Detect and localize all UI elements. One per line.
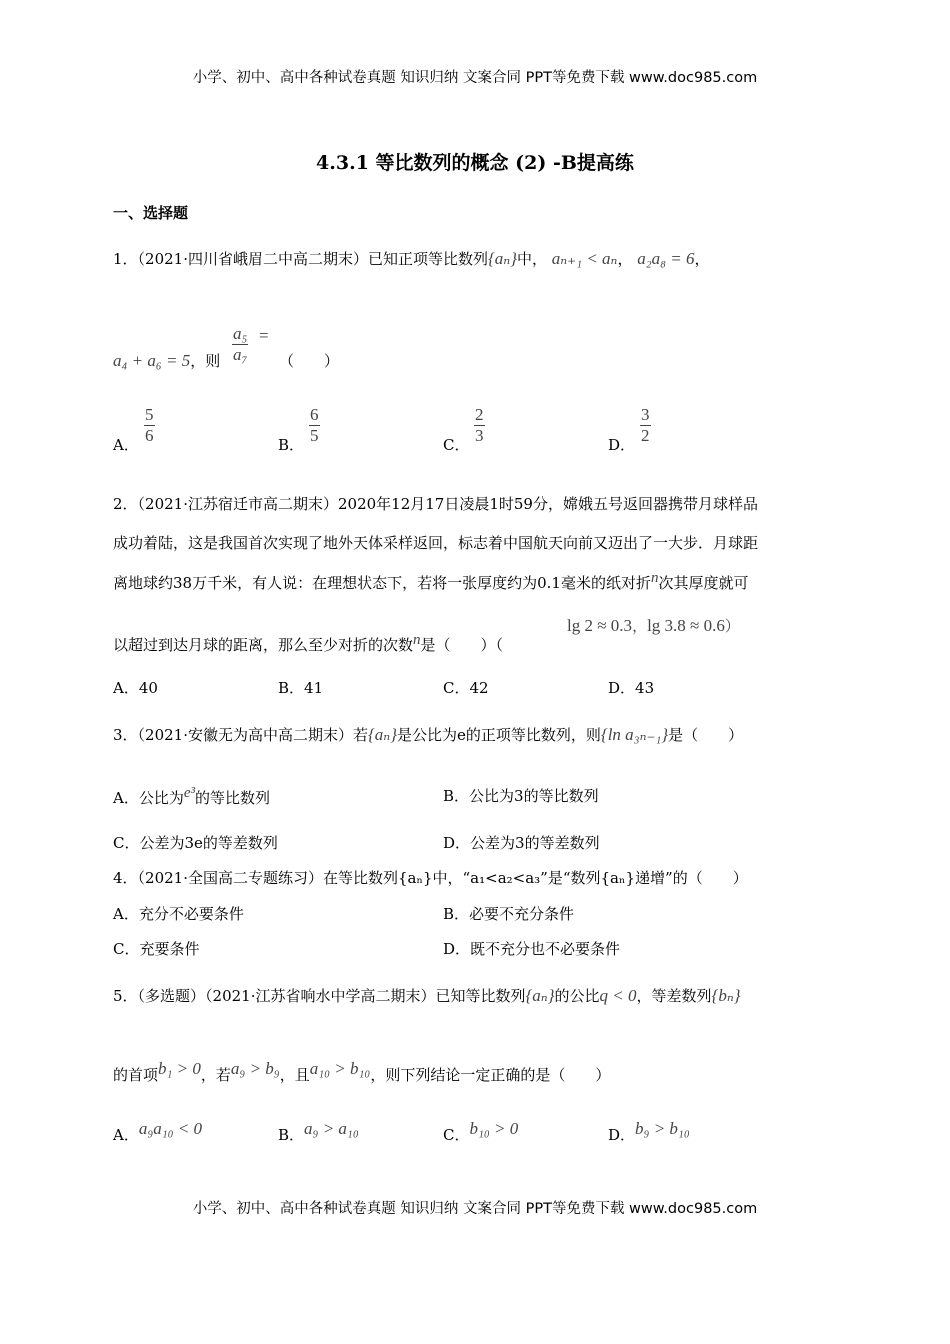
q5-option-c [443, 1119, 518, 1145]
q3-option-a-math: e³ [183, 785, 195, 801]
q1-condition-decreasing: aₙ₊₁ < aₙ [551, 249, 618, 268]
q5-condition-a10: a₁₀ > b₁₀ [309, 1059, 371, 1078]
q5-mid2: ，等差数列 [636, 987, 712, 1005]
q1-mid: 中， [517, 250, 548, 268]
q1-option-d-den: 2 [641, 426, 650, 445]
page-footer: 小学、初中、高中各种试卷真题 知识归纳 文案合同 PPT等免费下载 www.doc985.com [192, 1201, 758, 1217]
q3-option-a-post: 的等比数列 [195, 789, 271, 807]
q1-option-a-label: A． [113, 436, 139, 454]
q5-condition-a9: a₉ > b₉ [230, 1059, 280, 1078]
q5-option-d [608, 1119, 690, 1145]
q2-line2: 成功着陆，这是我国首次实现了地外天体采样返回，标志着中国航天向前又迈出了一大步．月球距 [113, 534, 759, 552]
q3-option-d: D．公差为3的等差数列 [443, 834, 600, 852]
q2-option-a: A．40 [113, 679, 158, 697]
q5-prefix: 5．（多选题）（2021·江苏省响水中学高二期末）已知等比数列 [113, 987, 526, 1005]
q4-stem: 4．（2021·全国高二专题练习）在等比数列{aₙ}中，“a₁<a₂<a₃”是“数列{aₙ}递增”的（ ） [113, 869, 748, 887]
q5-option-b [278, 1119, 359, 1145]
q3-sequence: {aₙ} [368, 725, 397, 744]
q1-option-d-fraction [640, 406, 651, 445]
q2-line4-blank: 是（ ）（ [420, 636, 504, 654]
q1-option-b-fraction [309, 406, 320, 445]
q5-option-b-label: B． [278, 1126, 305, 1144]
q5-option-c-label: C． [443, 1126, 470, 1144]
q4-option-c: C．充要条件 [113, 940, 200, 958]
q1-comma2: ， [694, 250, 710, 268]
q3-option-b: B．公比为3的等比数列 [443, 787, 599, 805]
q2-line3-tail: 次其厚度就可 [658, 574, 749, 592]
q1-blank: （ ） [279, 352, 340, 370]
q4-option-b: B．必要不充分条件 [443, 905, 575, 923]
q5-line2-c: ，且 [279, 1066, 310, 1084]
q2-hint-comma: ， [632, 619, 648, 635]
page-header: 小学、初中、高中各种试卷真题 知识归纳 文案合同 PPT等免费下载 www.doc985.com [192, 70, 758, 86]
q1-ratio-numerator: a₅ [233, 324, 248, 343]
q4-option-a: A．充分不必要条件 [113, 905, 244, 923]
q3-option-a [113, 785, 270, 808]
q1-option-c-den: 3 [475, 426, 484, 445]
q1-option-a-num: 5 [145, 405, 154, 424]
q2-n-variable: n [650, 570, 659, 586]
q5-condition-b1: b₁ > 0 [158, 1059, 201, 1078]
q1-then: ，则 [190, 352, 221, 370]
q5-mid1: 的公比 [554, 987, 600, 1005]
q3-prefix: 3．（2021·安徽无为高中高二期末）若 [113, 726, 368, 744]
q1-comma1: ， [617, 250, 633, 268]
q2-line4 [113, 632, 503, 655]
q5-stem-line2 [113, 1059, 610, 1085]
q5-line2-b: ，若 [200, 1066, 231, 1084]
q1-condition-sum: a₄ + a₆ = 5 [113, 351, 191, 370]
q1-ratio-fraction [232, 325, 248, 364]
q1-option-d-label: D． [608, 436, 636, 454]
q1-stem-line1 [113, 248, 710, 269]
q5-option-d-math: b₉ > b₁₀ [635, 1119, 690, 1138]
page-title: 4.3.1 等比数列的概念 (2) -B提高练 [316, 152, 634, 174]
q2-hint [567, 615, 740, 636]
q5-option-b-math: a₉ > a₁₀ [304, 1119, 359, 1138]
q1-option-c-fraction [474, 406, 485, 445]
q1-option-b-num: 6 [310, 405, 319, 424]
q5-line2-d: ，则下列结论一定正确的是（ ） [370, 1066, 611, 1084]
q5-condition-q: q < 0 [599, 986, 637, 1005]
q5-line2-a: 的首项 [113, 1066, 159, 1084]
q1-condition-product: a₂a₈ = 6 [637, 249, 695, 268]
q2-line3-text: 离地球约38万千米，有人说：在理想状态下，若将一张厚度约为0.1毫米的纸对折 [113, 574, 651, 592]
q2-hint-close: ） [724, 619, 740, 635]
q2-option-d: D．43 [608, 679, 655, 697]
q5-sequence-a: {aₙ} [525, 986, 555, 1005]
q1-option-a-fraction [144, 406, 155, 445]
q3-stem [113, 724, 743, 745]
q3-log-sequence: {ln a₃ₙ₋₁} [600, 725, 669, 744]
q5-option-c-math: b₁₀ > 0 [469, 1119, 519, 1138]
q2-hint-lg38: lg 3.8 ≈ 0.6 [647, 616, 725, 635]
q3-mid: 是公比为e的正项等比数列，则 [397, 726, 601, 744]
q2-hint-lg2: lg 2 ≈ 0.3 [567, 616, 633, 635]
q3-tail: 是（ ） [668, 726, 744, 744]
q3-option-a-pre: A．公比为 [113, 789, 184, 807]
q1-option-b-label: B． [278, 436, 305, 454]
q5-sequence-b: {bₙ} [711, 986, 741, 1005]
q1-option-d-num: 3 [641, 405, 650, 424]
q5-option-d-label: D． [608, 1126, 636, 1144]
q2-n-variable-2: n [413, 632, 421, 648]
q5-stem-line1 [113, 985, 741, 1006]
q2-line4-text: 以超过到达月球的距离，那么至少对折的次数 [113, 636, 414, 654]
q1-option-c-label: C． [443, 436, 470, 454]
q2-option-c: C．42 [443, 679, 489, 697]
q2-line1: 2．（2021·江苏宿迁市高二期末）2020年12月17日凌晨1时59分，嫦娥五号返回器携带月球样品 [113, 495, 758, 513]
q2-option-b: B．41 [278, 679, 324, 697]
q1-option-b-den: 5 [310, 426, 319, 445]
section-heading: 一、选择题 [113, 204, 189, 222]
q4-option-d: D．既不充分也不必要条件 [443, 940, 621, 958]
q5-option-a-label: A． [113, 1126, 139, 1144]
q1-option-a-den: 6 [145, 426, 154, 445]
q1-sequence: {aₙ} [488, 249, 517, 268]
q1-ratio-denominator: a₇ [233, 345, 248, 364]
q1-prefix: 1．（2021·四川省峨眉二中高二期末）已知正项等比数列 [113, 250, 488, 268]
q1-equals: = [259, 326, 269, 345]
q3-option-c: C．公差为3e的等差数列 [113, 834, 278, 852]
q5-option-a [113, 1119, 202, 1145]
q1-option-c-num: 2 [475, 405, 484, 424]
q1-stem-line2 [113, 350, 220, 371]
q2-line3 [113, 570, 748, 593]
q5-option-a-math: a₉a₁₀ < 0 [138, 1119, 203, 1138]
